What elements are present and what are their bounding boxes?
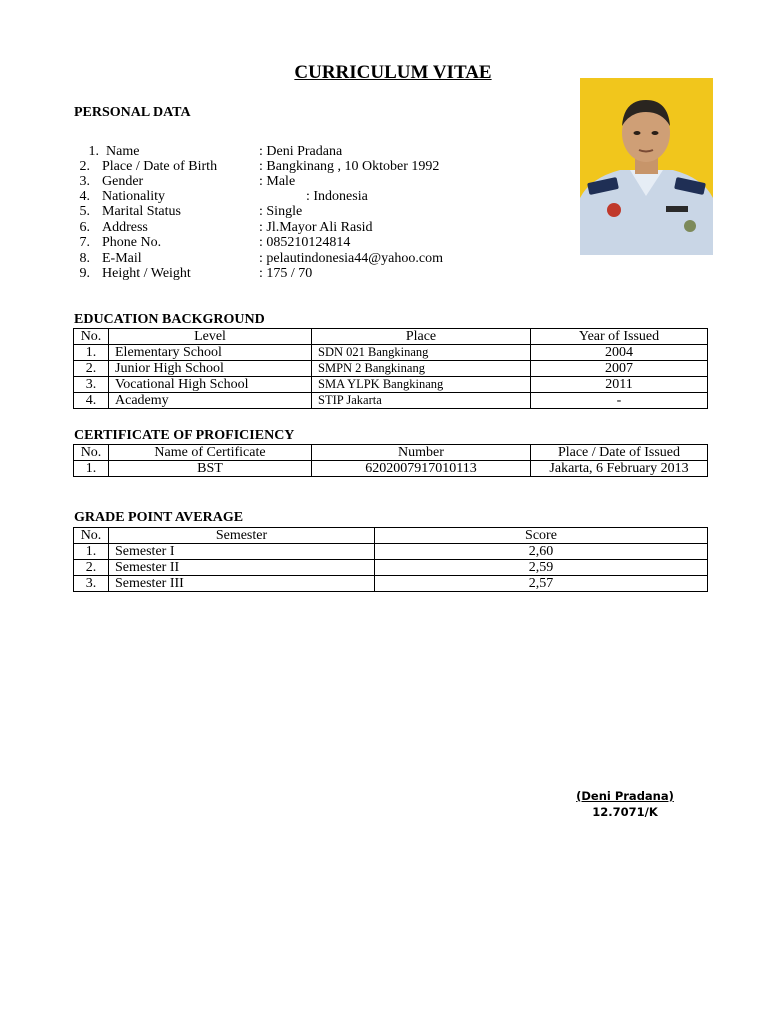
- field-label: Marital Status: [102, 204, 181, 219]
- row-number: 3.: [79, 174, 90, 189]
- table-header-row: [74, 445, 708, 461]
- table-row: [74, 461, 708, 477]
- row-number: 8.: [79, 251, 90, 266]
- table-cell: Elementary School: [109, 345, 312, 361]
- table-cell: SMPN 2 Bangkinang: [312, 361, 531, 377]
- column-header: Semester: [109, 528, 375, 544]
- table-cell: Jakarta, 6 February 2013: [531, 461, 708, 477]
- table-row: [74, 377, 708, 393]
- table-cell: 2007: [531, 361, 708, 377]
- table-cell: 2,59: [375, 560, 708, 576]
- education-heading: EDUCATION BACKGROUND: [74, 312, 265, 327]
- table-row: [74, 361, 708, 377]
- table-cell: Semester III: [109, 576, 375, 592]
- column-header: Number: [312, 445, 531, 461]
- row-number: 2.: [79, 159, 90, 174]
- field-label: Place / Date of Birth: [102, 159, 218, 174]
- table-cell: 2004: [531, 345, 708, 361]
- table-cell: STIP Jakarta: [312, 393, 531, 409]
- column-header: Place / Date of Issued: [531, 445, 708, 461]
- row-number: 1.: [88, 144, 99, 159]
- field-value: : Male: [259, 174, 296, 189]
- table-header-row: [74, 528, 708, 544]
- certificate-table: [73, 444, 708, 477]
- document-title: CURRICULUM VITAE: [294, 62, 492, 83]
- table-cell: Academy: [109, 393, 312, 409]
- table-cell: 4.: [74, 393, 109, 409]
- field-value: : Deni Pradana: [259, 144, 343, 159]
- field-value: : Single: [259, 204, 303, 219]
- table-cell: Vocational High School: [109, 377, 312, 393]
- table-cell: 2,60: [375, 544, 708, 560]
- field-label: E-Mail: [102, 251, 142, 266]
- table-row: [74, 544, 708, 560]
- field-value: : Indonesia: [306, 189, 368, 204]
- table-cell: SDN 021 Bangkinang: [312, 345, 531, 361]
- table-cell: 3.: [74, 576, 109, 592]
- certificate-heading: CERTIFICATE OF PROFICIENCY: [74, 428, 295, 443]
- table-cell: 3.: [74, 377, 109, 393]
- row-number: 6.: [79, 220, 90, 235]
- row-number: 7.: [79, 235, 90, 250]
- table-cell: BST: [109, 461, 312, 477]
- table-cell: 2.: [74, 361, 109, 377]
- table-cell: 2.: [74, 560, 109, 576]
- table-row: [74, 560, 708, 576]
- field-value: : Bangkinang , 10 Oktober 1992: [259, 159, 440, 174]
- column-header: No.: [74, 329, 109, 345]
- field-label: Height / Weight: [102, 266, 191, 281]
- education-table: [73, 328, 708, 409]
- field-label: Name: [106, 144, 140, 159]
- table-cell: Semester I: [109, 544, 375, 560]
- field-label: Address: [102, 220, 148, 235]
- field-value: : Jl.Mayor Ali Rasid: [259, 220, 373, 235]
- column-header: Score: [375, 528, 708, 544]
- profile-photo: [580, 78, 713, 255]
- table-cell: 1.: [74, 544, 109, 560]
- table-row: [74, 576, 708, 592]
- column-header: Level: [109, 329, 312, 345]
- signature-name: (Deni Pradana): [576, 789, 674, 803]
- table-cell: -: [531, 393, 708, 409]
- gpa-table: [73, 527, 708, 592]
- table-cell: 2,57: [375, 576, 708, 592]
- table-cell: 2011: [531, 377, 708, 393]
- table-cell: 6202007917010113: [312, 461, 531, 477]
- table-cell: Junior High School: [109, 361, 312, 377]
- column-header: Place: [312, 329, 531, 345]
- row-number: 9.: [79, 266, 90, 281]
- field-value: : 085210124814: [259, 235, 351, 250]
- table-header-row: [74, 329, 708, 345]
- column-header: Name of Certificate: [109, 445, 312, 461]
- table-cell: Semester II: [109, 560, 375, 576]
- field-label: Nationality: [102, 189, 165, 204]
- table-row: [74, 393, 708, 409]
- field-value: : 175 / 70: [259, 266, 313, 281]
- field-label: Gender: [102, 174, 144, 189]
- table-row: [74, 345, 708, 361]
- gpa-heading: GRADE POINT AVERAGE: [74, 510, 244, 525]
- row-number: 5.: [79, 204, 90, 219]
- signature-id: 12.7071/K: [592, 805, 658, 819]
- field-label: Phone No.: [102, 235, 162, 250]
- table-cell: SMA YLPK Bangkinang: [312, 377, 531, 393]
- column-header: Year of Issued: [531, 329, 708, 345]
- column-header: No.: [74, 445, 109, 461]
- table-cell: 1.: [74, 461, 109, 477]
- personal-data-heading: PERSONAL DATA: [74, 105, 191, 120]
- column-header: No.: [74, 528, 109, 544]
- table-cell: 1.: [74, 345, 109, 361]
- person-portrait-icon: [580, 78, 713, 255]
- row-number: 4.: [79, 189, 90, 204]
- field-value: : pelautindonesia44@yahoo.com: [259, 251, 443, 266]
